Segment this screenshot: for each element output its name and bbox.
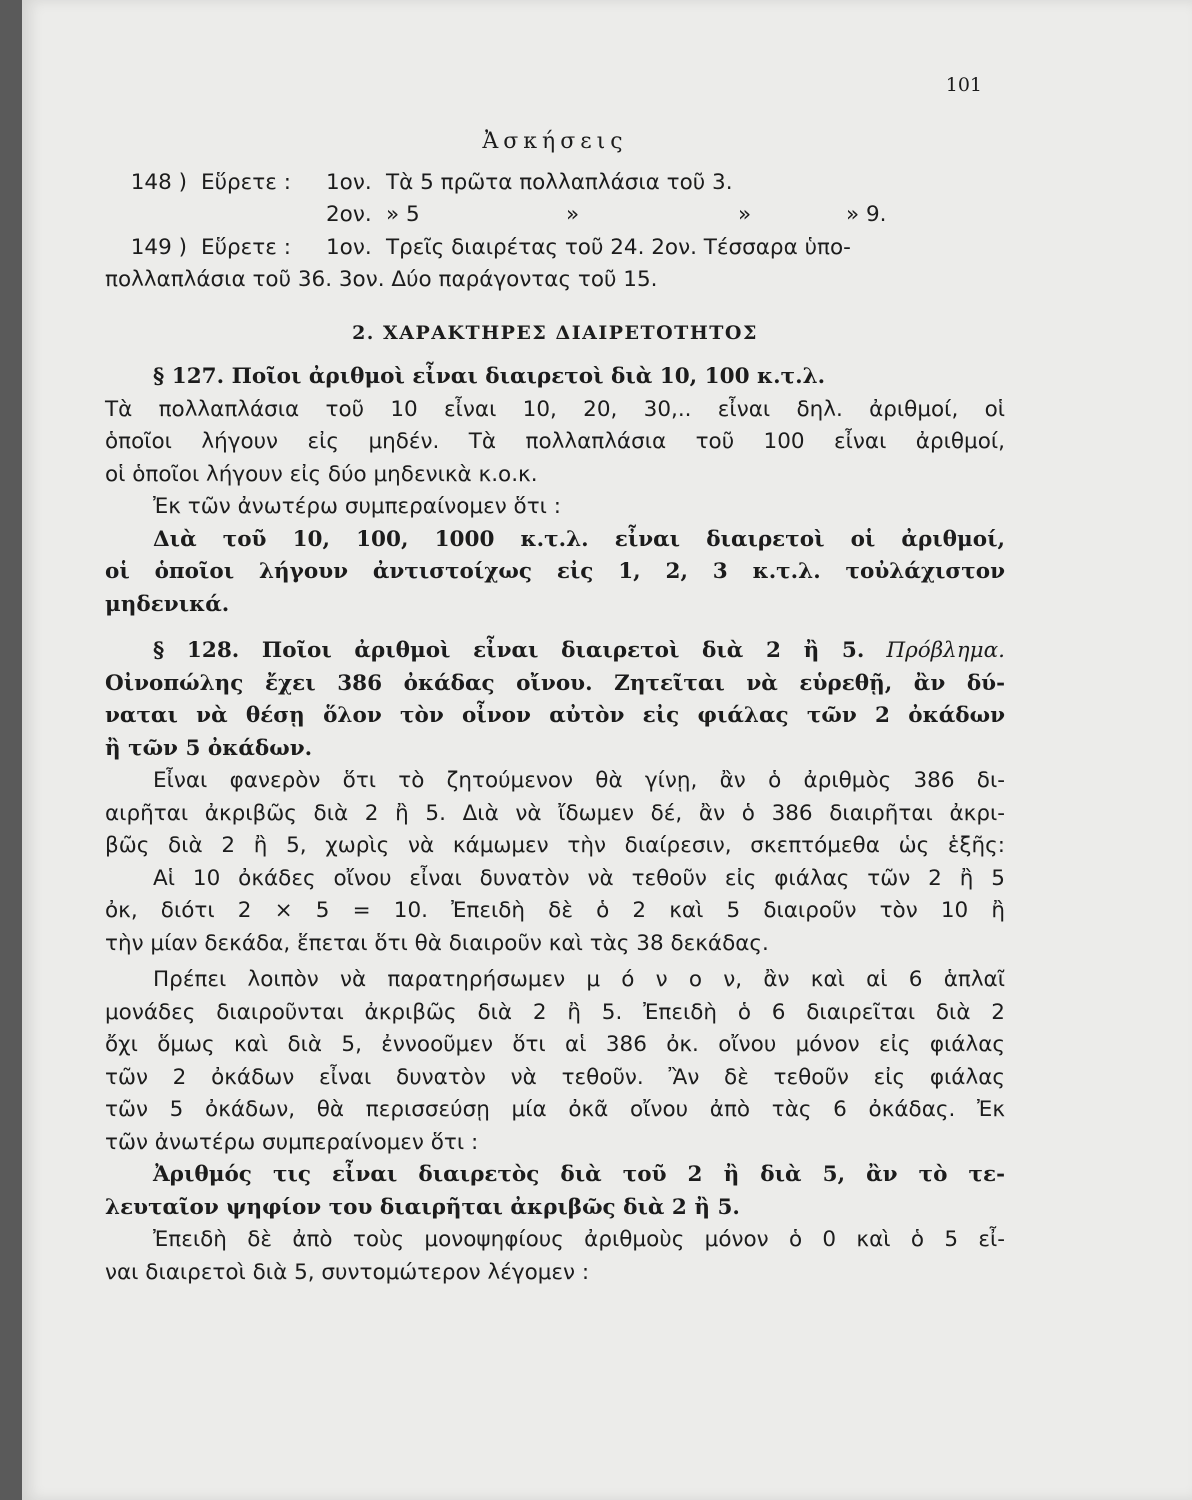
paragraph-line: ναι διαιρετοὶ διὰ 5, συντομώτερον λέγομεν : bbox=[105, 1259, 590, 1285]
s127-line: οἱ ὁποῖοι λήγουν εἰς δύο μηδενικὰ κ.ο.κ. bbox=[105, 461, 538, 487]
exercise-149-line1 bbox=[105, 232, 1005, 265]
s127-rule-line: οἱ ὁποῖοι λήγουν ἀντιστοίχως εἰς 1, 2, 3 κ.τ.λ. τοὐλάχιστον bbox=[105, 559, 1005, 584]
exercise-text: Τὰ 5 πρῶτα πολλαπλάσια τοῦ 3. bbox=[386, 169, 733, 195]
problem-label: Πρόβλημα. bbox=[886, 638, 1005, 663]
section-title: 2. ΧΑΡΑΚΤΗΡΕΣ ΔΙΑΙΡΕΤΟΤΗΤΟΣ bbox=[352, 321, 758, 344]
s127-rule-line: Διὰ τοῦ 10, 100, 1000 κ.τ.λ. εἶναι διαιρετοὶ οἱ ἀριθμοί, bbox=[153, 526, 1005, 552]
paragraph-line: Αἱ 10 ὀκάδες οἴνου εἶναι δυνατὸν νὰ τεθοῦν εἰς φιάλας τῶν 2 ἢ 5 bbox=[153, 865, 1005, 891]
s128-title: § 128. Ποῖοι ἀριθμοὶ εἶναι διαιρετοὶ διὰ 2 ἢ 5. bbox=[153, 638, 865, 663]
exercise-148-line2 bbox=[105, 199, 1005, 232]
paragraph-line: τὴν μίαν δεκάδα, ἕπεται ὅτι θὰ διαιροῦν καὶ τὰς 38 δεκάδας. bbox=[105, 930, 769, 956]
paragraph-line: βῶς διὰ 2 ἢ 5, χωρὶς νὰ κάμωμεν τὴν διαίρεσιν, σκεπτόμεθα ὡς ἑξῆς: bbox=[105, 833, 1005, 858]
ditto-a: » 5 bbox=[386, 202, 420, 227]
book-page bbox=[22, 0, 1192, 1500]
paragraph-line: τῶν 2 ὀκάδων εἶναι δυνατὸν νὰ τεθοῦν. Ἂν δὲ τεθοῦν εἰς φιάλας bbox=[105, 1064, 1005, 1090]
exercise-149-line2: πολλαπλάσια τοῦ 36. 3ον. Δύο παράγοντας τοῦ 15. bbox=[105, 267, 658, 292]
exercise-number: 148 ) bbox=[130, 169, 187, 195]
ordinal: 1ον. bbox=[326, 169, 372, 195]
exercise-number: 149 ) bbox=[130, 234, 187, 260]
paragraph-line: Ἐπειδὴ δὲ ἀπὸ τοὺς μονοψηφίους ἀριθμοὺς μόνον ὁ 0 καὶ ὁ 5 εἶ- bbox=[153, 1227, 1005, 1252]
s127-rule-line: μηδενικά. bbox=[105, 591, 230, 617]
ordinal: 1ον. bbox=[326, 234, 372, 260]
s128-rule-line: λευταῖον ψηφίον του διαιρῆται ἀκριβῶς διὰ 2 ἢ 5. bbox=[105, 1194, 740, 1220]
exercise-148-line1 bbox=[105, 167, 1005, 200]
problem-line: ἢ τῶν 5 ὀκάδων. bbox=[105, 735, 313, 761]
s127-conclusion: Ἐκ τῶν ἀνωτέρω συμπεραίνομεν ὅτι : bbox=[153, 494, 561, 519]
paragraph-line: μονάδες διαιροῦνται ἀκριβῶς διὰ 2 ἢ 5. Ἐπειδὴ ὁ 6 διαιρεῖται διὰ 2 bbox=[105, 999, 1005, 1025]
exercise-label: Εὕρετε : bbox=[201, 169, 291, 195]
paragraph-line: ὄχι ὅμως καὶ διὰ 5, ἐννοοῦμεν ὅτι αἱ 386 ὀκ. οἴνου μόνον εἰς φιάλας bbox=[105, 1032, 1005, 1057]
s128-title-line bbox=[105, 635, 1005, 668]
ditto-b: » bbox=[566, 202, 580, 227]
paragraph-line: τῶν 5 ὀκάδων, θὰ περισσεύσῃ μία ὀκᾶ οἴνου ἀπὸ τὰς 6 ὀκάδας. Ἐκ bbox=[105, 1097, 1005, 1122]
page-content bbox=[105, 126, 1005, 1289]
s127-line: Τὰ πολλαπλάσια τοῦ 10 εἶναι 10, 20, 30,.. εἶναι δηλ. ἀριθμοί, οἱ bbox=[105, 396, 1005, 422]
paragraph-line: τῶν ἀνωτέρω συμπεραίνομεν ὅτι : bbox=[105, 1129, 479, 1155]
problem-line: ναται νὰ θέσῃ ὅλον τὸν οἶνον αὐτὸν εἰς φιάλας τῶν 2 ὀκάδων bbox=[105, 703, 1005, 728]
problem-line: Οἰνοπώλης ἔχει 386 ὀκάδας οἴνου. Ζητεῖται νὰ εὑρεθῇ, ἂν δύ- bbox=[105, 670, 1005, 696]
exercise-text: Τρεῖς διαιρέτας τοῦ 24. 2ον. Τέσσαρα ὑπο- bbox=[386, 234, 851, 260]
s127-line: ὁποῖοι λήγουν εἰς μηδέν. Τὰ πολλαπλάσια τοῦ 100 εἶναι ἀριθμοί, bbox=[105, 429, 1005, 454]
ordinal: 2ον. bbox=[326, 202, 372, 227]
paragraph-line: Εἶναι φανερὸν ὅτι τὸ ζητούμενον θὰ γίνῃ, ἂν ὁ ἀριθμὸς 386 δι- bbox=[153, 768, 1005, 793]
ditto-c: » bbox=[738, 202, 752, 227]
ditto-d: » 9. bbox=[846, 202, 887, 227]
paragraph-line: αιρῆται ἀκριβῶς διὰ 2 ἢ 5. Διὰ νὰ ἴδωμεν δέ, ἂν ὁ 386 διαιρῆται ἀκρι- bbox=[105, 800, 1005, 826]
paragraph-line: Πρέπει λοιπὸν νὰ παρατηρήσωμεν μ ό ν ο ν, ἂν καὶ αἱ 6 ἁπλαῖ bbox=[153, 967, 1005, 992]
exercises-heading: Ἀσκήσεις bbox=[482, 129, 628, 154]
s128-rule-line: Ἀριθμός τις εἶναι διαιρετὸς διὰ τοῦ 2 ἢ διὰ 5, ἂν τὸ τε- bbox=[153, 1162, 1005, 1187]
paragraph-line: ὀκ, διότι 2 × 5 = 10. Ἐπειδὴ δὲ ὁ 2 καὶ 5 διαιροῦν τὸν 10 ἢ bbox=[105, 898, 1005, 923]
page-number: 101 bbox=[945, 74, 982, 96]
exercise-label: Εὕρετε : bbox=[201, 234, 291, 260]
s127-title: § 127. Ποῖοι ἀριθμοὶ εἶναι διαιρετοὶ διὰ 10, 100 κ.τ.λ. bbox=[153, 364, 826, 389]
